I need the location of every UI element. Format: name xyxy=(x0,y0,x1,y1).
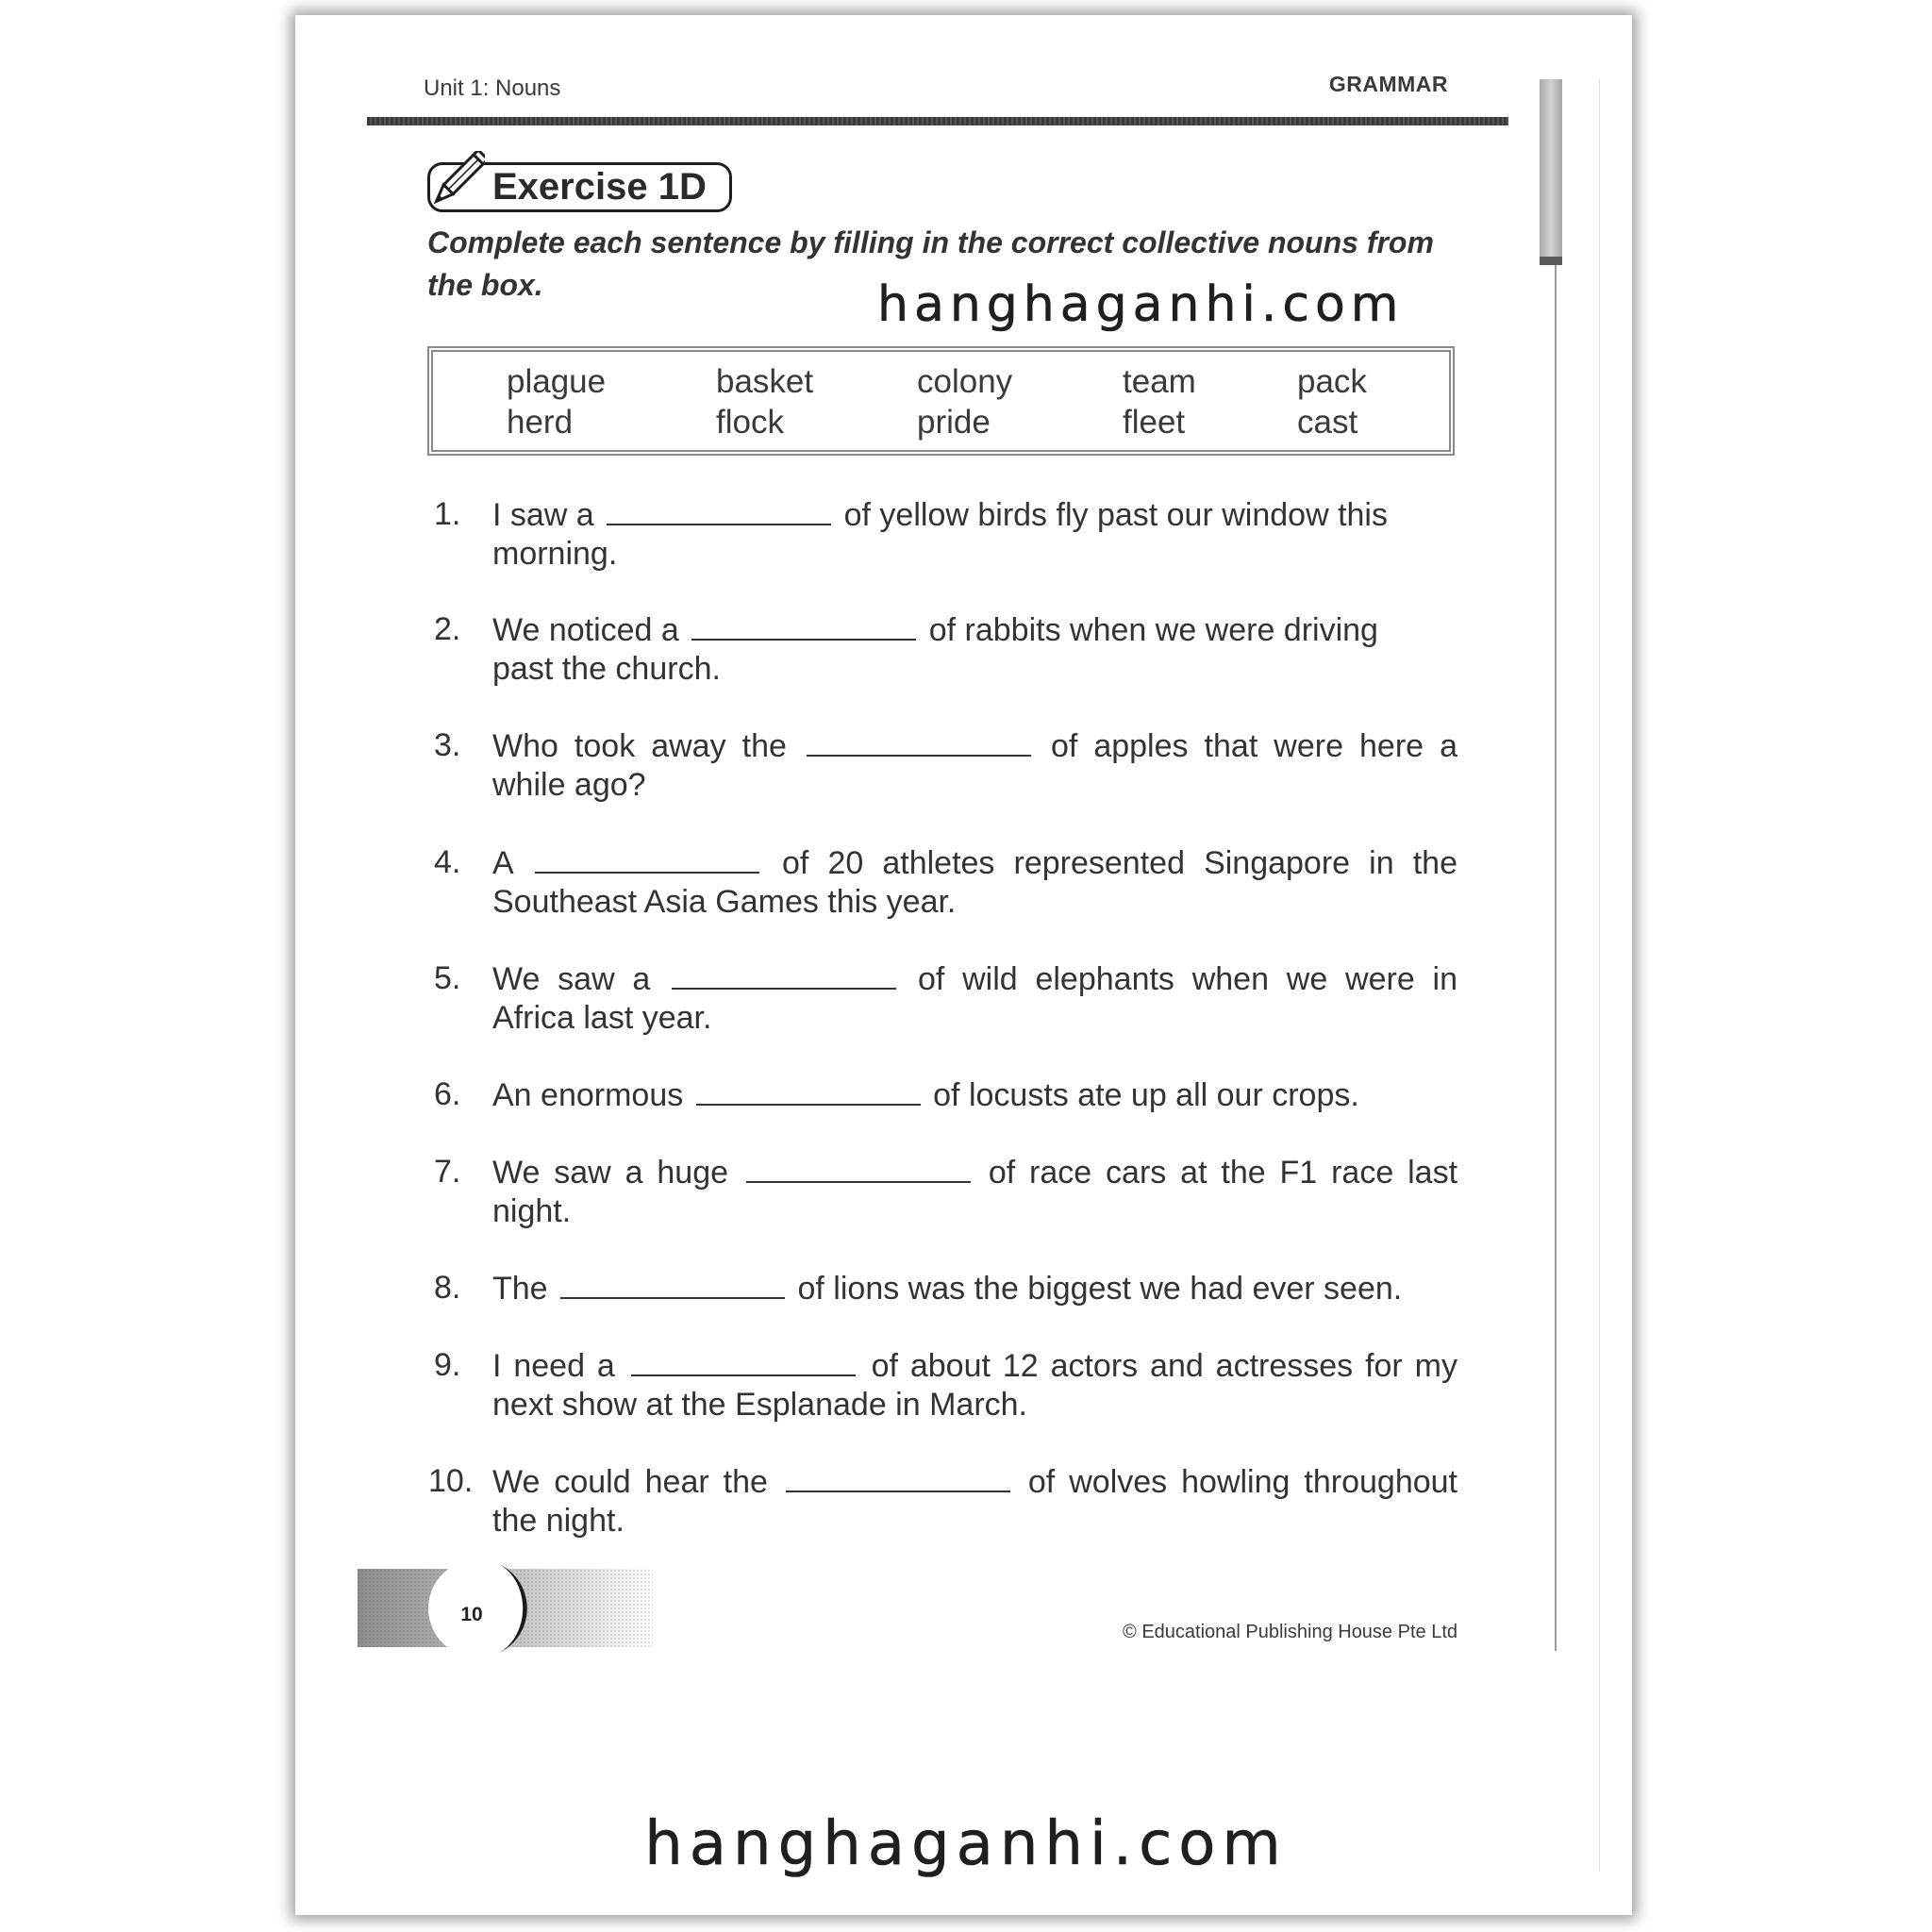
page-number: 10 xyxy=(460,1604,483,1625)
question-text-after: of yellow birds fly past our window this xyxy=(843,497,1388,533)
question-continuation: past the church. xyxy=(492,651,721,687)
question-line xyxy=(492,959,1457,999)
question-text-after: of 20 athletes represented Singapore in the xyxy=(782,845,1457,881)
word-box-item: pack xyxy=(1297,363,1367,400)
question-continuation: while ago? xyxy=(492,767,646,803)
answer-blank xyxy=(691,610,916,641)
header-divider xyxy=(367,117,1508,125)
answer-blank xyxy=(631,1346,856,1376)
question-continuation: night. xyxy=(492,1193,572,1229)
question-text-before: The xyxy=(492,1271,548,1307)
word-box-item: fleet xyxy=(1123,404,1186,441)
word-box-item: pride xyxy=(917,404,991,441)
answer-blank xyxy=(786,1462,1010,1492)
question-number: 5. xyxy=(434,960,461,996)
question-number: 10. xyxy=(428,1463,474,1499)
question-number: 8. xyxy=(434,1270,461,1306)
question-text-before: We could hear the xyxy=(492,1464,768,1500)
watermark-bottom: hanghaganhi.com xyxy=(644,1809,1288,1879)
question-8 xyxy=(434,1269,1457,1308)
question-text-before: We noticed a xyxy=(492,612,679,648)
question-text-before: We saw a huge xyxy=(492,1155,729,1191)
section-title: GRAMMAR xyxy=(1328,72,1448,96)
question-6 xyxy=(434,1075,1457,1115)
question-10 xyxy=(428,1462,1457,1541)
question-line xyxy=(492,726,1457,766)
exercise-title: Exercise 1D xyxy=(427,162,732,212)
pencil-icon xyxy=(426,151,485,213)
page-edge-line xyxy=(1555,79,1557,1651)
question-2 xyxy=(434,610,1457,689)
question-text-after: of wild elephants when we were in xyxy=(917,961,1457,997)
footer-page-tab xyxy=(358,1555,669,1663)
answer-blank xyxy=(672,959,896,990)
question-text-after: of apples that were here a xyxy=(1050,728,1457,764)
answer-blank xyxy=(535,843,759,874)
question-text-before: I saw a xyxy=(492,497,594,533)
question-number: 1. xyxy=(434,496,461,532)
question-text-before: An enormous xyxy=(492,1077,684,1113)
question-line xyxy=(492,610,1457,650)
word-box-item: plague xyxy=(507,363,607,400)
question-1 xyxy=(434,495,1457,574)
question-line xyxy=(492,1075,1457,1115)
question-text-after: of lions was the biggest we had ever seen. xyxy=(797,1271,1403,1307)
unit-title: Unit 1: Nouns xyxy=(424,75,561,101)
question-text-after: of about 12 actors and actresses for my xyxy=(871,1348,1457,1384)
question-7 xyxy=(434,1153,1458,1231)
word-box-item: herd xyxy=(507,404,574,441)
word-box xyxy=(427,346,1455,456)
word-box-item: flock xyxy=(716,404,784,441)
question-line xyxy=(492,1462,1457,1502)
question-continuation: the night. xyxy=(492,1503,625,1539)
page-edge-line xyxy=(1599,79,1600,1872)
answer-blank xyxy=(746,1153,971,1183)
watermark-top: hanghaganhi.com xyxy=(877,276,1405,333)
word-box-item: basket xyxy=(716,363,814,400)
question-number: 7. xyxy=(434,1154,461,1190)
question-line xyxy=(492,1153,1457,1192)
question-text-after: of locusts ate up all our crops. xyxy=(933,1077,1359,1113)
question-9 xyxy=(434,1346,1457,1424)
question-continuation: Southeast Asia Games this year. xyxy=(492,884,957,920)
question-text-before: Who took away the xyxy=(492,728,787,764)
question-line xyxy=(492,1269,1457,1308)
copyright-notice: © Educational Publishing House Pte Ltd xyxy=(1123,1622,1457,1642)
word-box-item: cast xyxy=(1297,404,1358,441)
question-number: 2. xyxy=(434,611,461,647)
question-line xyxy=(492,495,1457,535)
word-box-item: team xyxy=(1123,363,1196,400)
question-text-before: A xyxy=(492,845,512,881)
answer-blank xyxy=(807,726,1031,757)
question-text-after: of rabbits when we were driving xyxy=(928,612,1378,648)
question-text-after: of wolves howling throughout xyxy=(1027,1464,1457,1500)
question-number: 6. xyxy=(434,1076,461,1112)
question-text-after: of race cars at the F1 race last xyxy=(988,1155,1458,1191)
question-continuation: next show at the Esplanade in March. xyxy=(492,1387,1027,1423)
question-number: 9. xyxy=(434,1347,461,1383)
question-text-before: We saw a xyxy=(492,961,651,997)
question-3 xyxy=(434,726,1457,805)
question-continuation: Africa last year. xyxy=(492,1000,712,1036)
answer-blank xyxy=(607,495,831,525)
answer-blank xyxy=(696,1075,921,1106)
exercise-instruction: Complete each sentence by filling in the correct collective nouns from the box. xyxy=(427,225,1434,302)
question-text-before: I need a xyxy=(492,1348,615,1384)
question-line xyxy=(492,1346,1457,1386)
question-4 xyxy=(434,843,1457,922)
question-5 xyxy=(434,959,1457,1038)
word-box-item: colony xyxy=(917,363,1013,400)
question-continuation: morning. xyxy=(492,536,618,572)
question-line xyxy=(492,843,1457,883)
answer-blank xyxy=(560,1269,785,1299)
question-number: 4. xyxy=(434,844,461,880)
question-number: 3. xyxy=(434,727,461,763)
page-edge-tab xyxy=(1540,79,1562,265)
